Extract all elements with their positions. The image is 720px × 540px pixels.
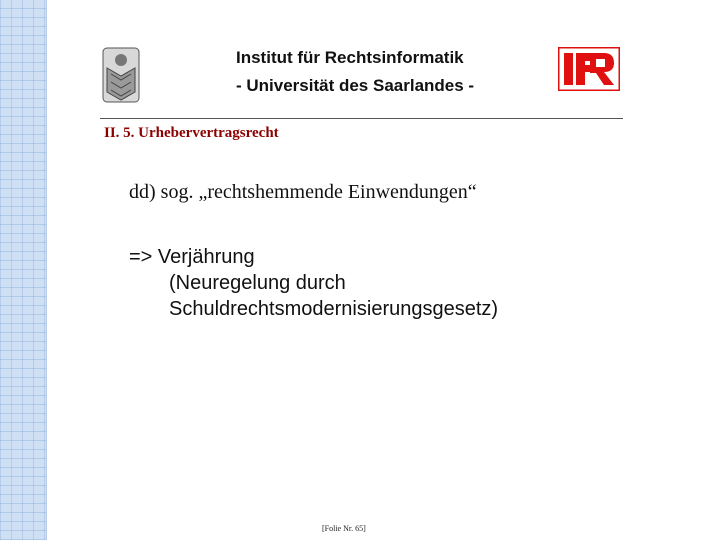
section-title: II. 5. Urhebervertragsrecht <box>104 125 279 141</box>
university-seal-logo <box>97 46 145 104</box>
body-line-neuregelung: (Neuregelung durch <box>169 272 346 294</box>
university-subtitle: - Universität des Saarlandes - <box>236 76 475 95</box>
point-heading: dd) sog. „rechtshemmende Einwendungen“ <box>129 181 477 203</box>
institute-title: Institut für Rechtsinformatik <box>236 48 464 67</box>
ifr-logo <box>558 47 620 91</box>
slide-number: [Folie Nr. 65] <box>322 524 366 533</box>
decorative-side-strip <box>0 0 47 540</box>
header-divider <box>100 118 623 119</box>
body-line-gesetz: Schuldrechtsmodernisierungsgesetz) <box>169 298 499 320</box>
body-line-verjaehrung: => Verjährung <box>129 246 255 268</box>
point-body <box>129 244 498 322</box>
